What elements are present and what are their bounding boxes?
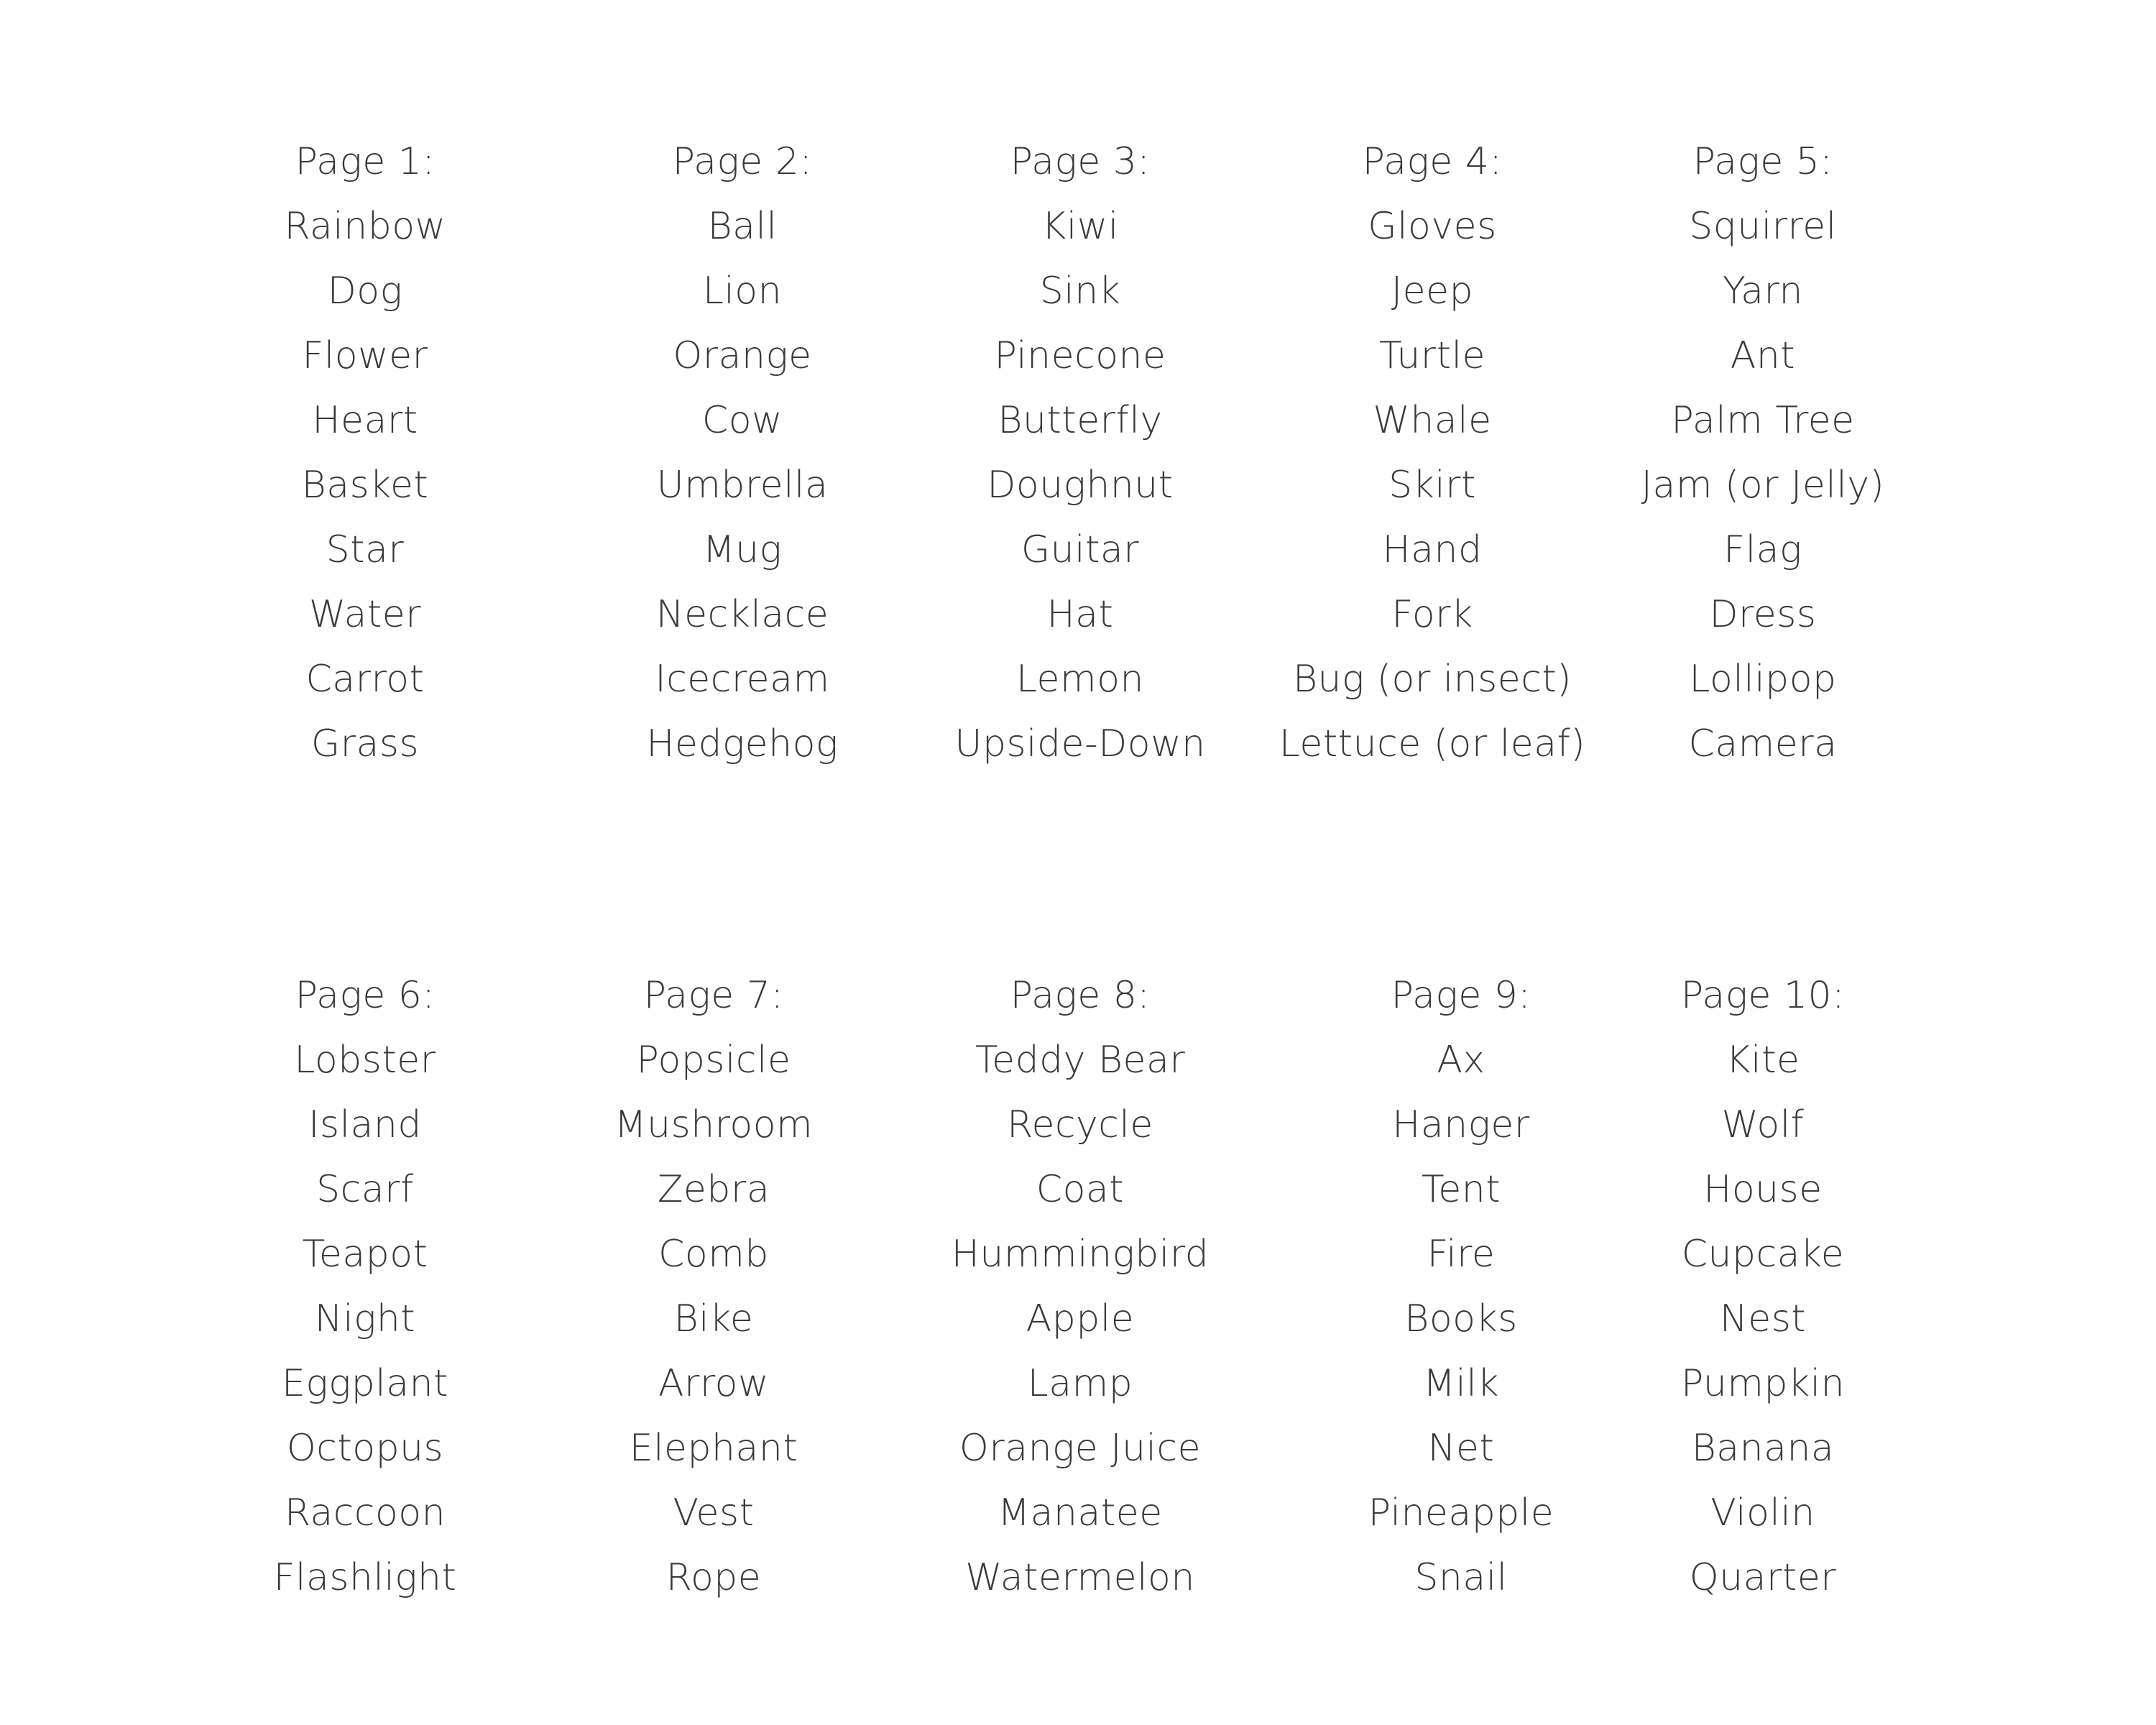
list-item: Rainbow	[284, 205, 446, 248]
column-heading: Page 2:	[672, 140, 813, 183]
column-heading: Page 9:	[1391, 974, 1531, 1017]
list-item: Jam (or Jelly)	[1641, 464, 1885, 507]
list-item: Vest	[673, 1491, 755, 1535]
page-column-10	[1576, 963, 1950, 1610]
list-item: Ant	[1730, 334, 1796, 377]
list-item: Sink	[1039, 270, 1121, 313]
list-item: Apple	[1026, 1297, 1135, 1340]
list-item: Pineapple	[1368, 1491, 1554, 1535]
page-column-1	[178, 129, 552, 776]
list-item: Watermelon	[965, 1556, 1195, 1599]
list-item: Squirrel	[1689, 205, 1837, 248]
column-heading: Page 4:	[1362, 140, 1503, 183]
page-column-3	[893, 129, 1267, 776]
list-item: Hanger	[1392, 1103, 1530, 1146]
list-item: Orange	[673, 334, 812, 377]
list-item: Hummingbird	[951, 1233, 1210, 1276]
list-item: Quarter	[1689, 1556, 1837, 1599]
page-column-5	[1576, 129, 1950, 776]
list-item: Ball	[707, 205, 778, 248]
list-item: Manatee	[998, 1491, 1163, 1535]
column-heading: Page 7:	[643, 974, 784, 1017]
list-item: Nest	[1719, 1297, 1807, 1340]
list-item: Tent	[1421, 1168, 1501, 1211]
list-item: Kiwi	[1041, 205, 1119, 248]
list-item: Turtle	[1378, 334, 1486, 377]
list-item: Rope	[665, 1556, 762, 1599]
list-item: Icecream	[655, 658, 830, 701]
list-item: Grass	[310, 722, 420, 765]
list-item: Doughnut	[987, 464, 1174, 507]
list-item: Books	[1404, 1297, 1518, 1340]
list-item: Hand	[1382, 528, 1483, 571]
list-item: Zebra	[657, 1168, 770, 1211]
list-item: Hat	[1046, 593, 1114, 636]
column-heading: Page 1:	[295, 140, 436, 183]
list-item: Dog	[327, 270, 403, 313]
list-item: Upside-Down	[954, 722, 1206, 765]
list-item: Kite	[1726, 1039, 1800, 1082]
list-item: Star	[326, 528, 405, 571]
list-item: Fire	[1427, 1233, 1496, 1276]
column-heading: Page 5:	[1692, 140, 1833, 183]
list-item: Recycle	[1007, 1103, 1153, 1146]
list-item: Cow	[701, 399, 783, 442]
list-item: Pinecone	[994, 334, 1166, 377]
list-item: Eggplant	[282, 1362, 448, 1405]
list-item: Elephant	[629, 1427, 798, 1470]
list-item: Flashlight	[273, 1556, 457, 1599]
list-item: Mug	[702, 528, 783, 571]
list-item: Umbrella	[656, 464, 829, 507]
list-item: Milk	[1423, 1362, 1499, 1405]
list-item: Pumpkin	[1680, 1362, 1846, 1405]
list-item: Water	[308, 593, 422, 636]
list-item: Teapot	[302, 1233, 428, 1276]
list-item: Night	[314, 1297, 416, 1340]
list-item: Jeep	[1391, 270, 1474, 313]
list-item: Lollipop	[1689, 658, 1837, 701]
list-item: Carrot	[305, 658, 425, 701]
list-item: Yarn	[1723, 270, 1803, 313]
list-item: Lettuce (or leaf)	[1279, 722, 1586, 765]
list-item: Basket	[301, 464, 429, 507]
list-item: Lion	[702, 270, 783, 313]
list-item: Comb	[658, 1233, 769, 1276]
list-item: Fork	[1391, 593, 1473, 636]
list-item: Flower	[302, 334, 428, 377]
list-item: Wolf	[1721, 1103, 1805, 1146]
list-item: Skirt	[1388, 464, 1476, 507]
page-column-8	[893, 963, 1267, 1610]
list-item: Camera	[1688, 722, 1838, 765]
list-item: Arrow	[658, 1362, 770, 1405]
list-item: Gloves	[1368, 205, 1497, 248]
list-item: Banana	[1691, 1427, 1835, 1470]
page-column-2	[556, 129, 929, 776]
list-item: Net	[1427, 1427, 1495, 1470]
list-item: Ax	[1437, 1039, 1485, 1082]
list-item: Popsicle	[636, 1039, 791, 1082]
list-item: Palm Tree	[1671, 399, 1855, 442]
list-item: House	[1703, 1168, 1823, 1211]
page-column-7	[527, 963, 900, 1610]
column-heading: Page 6:	[295, 974, 436, 1017]
list-item: Octopus	[286, 1427, 444, 1470]
list-item: Lemon	[1016, 658, 1144, 701]
list-item: Teddy Bear	[975, 1039, 1186, 1082]
list-item: Orange Juice	[959, 1427, 1202, 1470]
list-item: Cupcake	[1681, 1233, 1845, 1276]
list-item: Guitar	[1021, 528, 1140, 571]
list-item: Lamp	[1027, 1362, 1133, 1405]
list-item: Butterfly	[998, 399, 1163, 442]
page-column-6	[178, 963, 552, 1610]
list-item: Snail	[1414, 1556, 1508, 1599]
list-item: Violin	[1710, 1491, 1815, 1535]
column-heading: Page 10:	[1680, 974, 1846, 1017]
list-item: Flag	[1723, 528, 1802, 571]
list-item: Bug (or insect)	[1292, 658, 1572, 701]
column-heading: Page 3:	[1010, 140, 1151, 183]
list-item: Whale	[1373, 399, 1492, 442]
list-item: Hedgehog	[646, 722, 839, 765]
list-item: Coat	[1036, 1168, 1125, 1211]
list-item: Heart	[312, 399, 418, 442]
list-item: Mushroom	[614, 1103, 814, 1146]
page-column-4	[1245, 129, 1619, 776]
list-item: Lobster	[294, 1039, 436, 1082]
list-item: Bike	[673, 1297, 754, 1340]
list-item: Scarf	[316, 1168, 414, 1211]
list-item: Necklace	[655, 593, 829, 636]
list-item: Dress	[1709, 593, 1817, 636]
list-item: Raccoon	[284, 1491, 446, 1535]
list-item: Island	[308, 1103, 422, 1146]
column-heading: Page 8:	[1010, 974, 1151, 1017]
